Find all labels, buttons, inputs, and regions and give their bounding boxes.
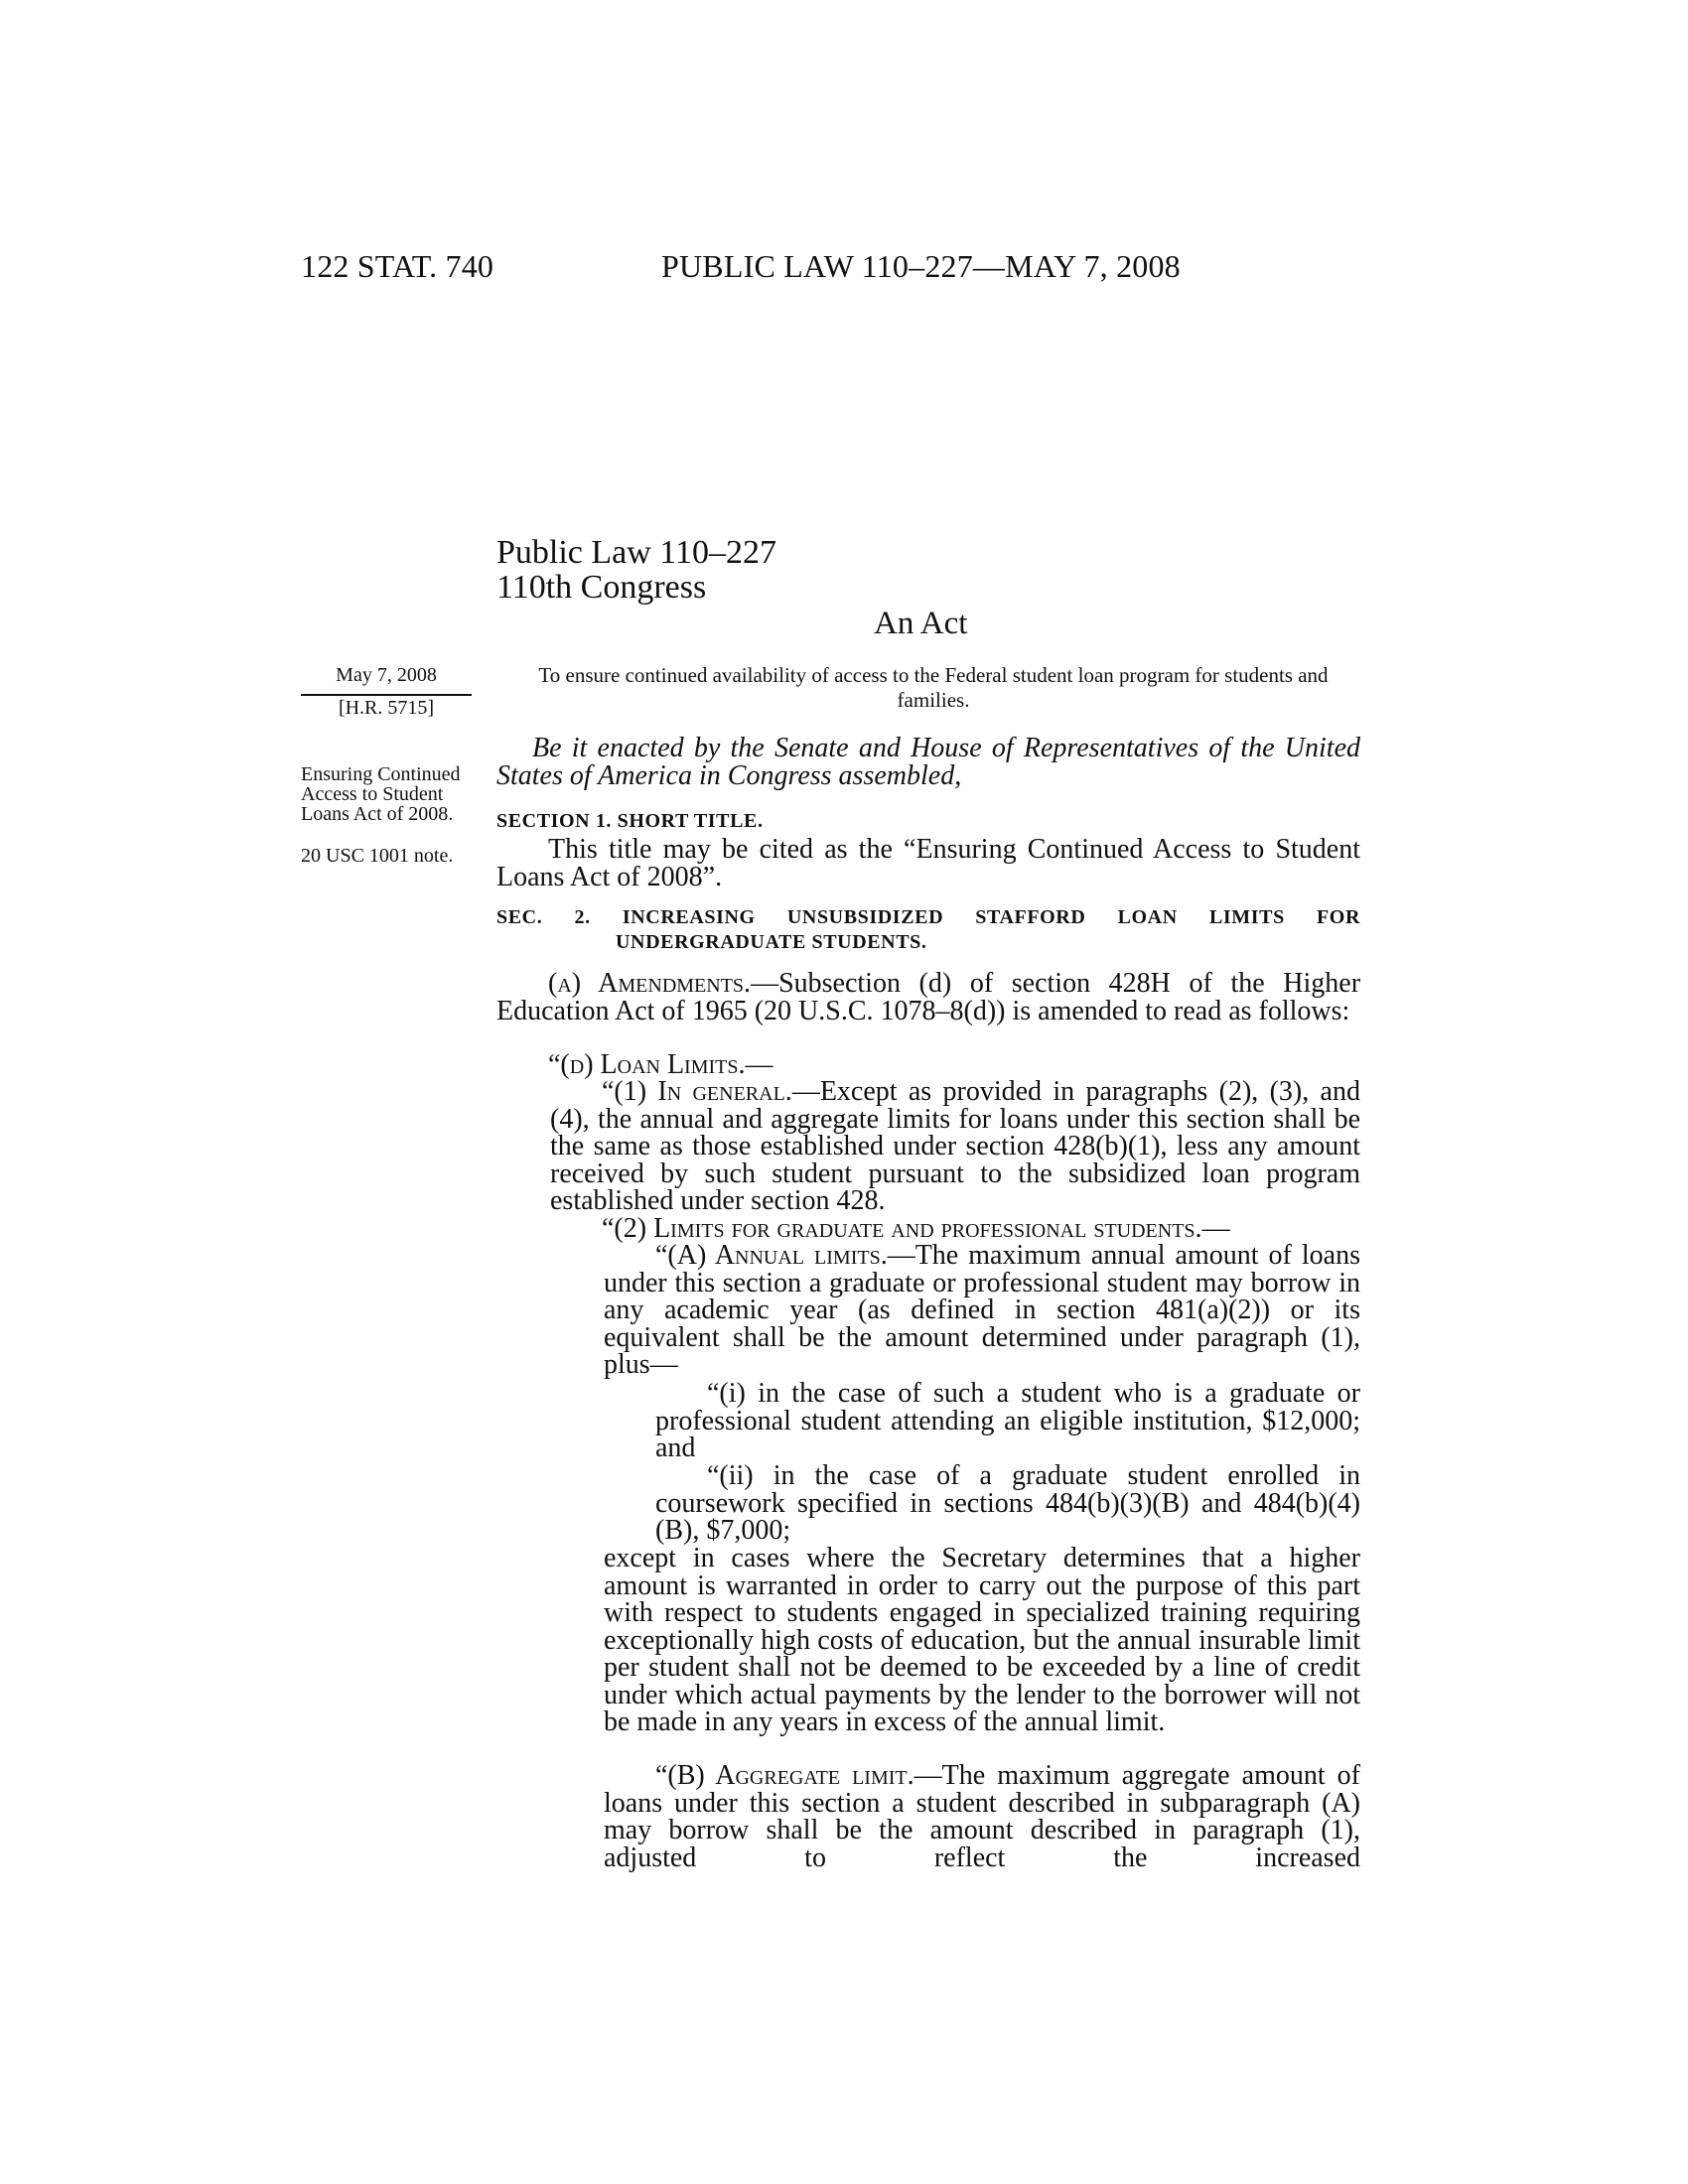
subparagraph-a-label: “(A) Annual limits. [655, 1240, 888, 1271]
subparagraph-b-label: “(B) Aggregate limit. [655, 1760, 914, 1791]
act-heading: An Act [874, 606, 968, 641]
clause-ii: “(ii) in the case of a graduate student enrolled in coursework specified in sections 484(b)(3)(B) and 484(b)(4)(B), $7,000; [655, 1460, 1360, 1546]
clause-i: “(i) in the case of such a student who is a graduate or professional student attending an eligible institution, $12,000; and [655, 1378, 1360, 1463]
subsection-d-label: “(d) Loan Limits. [548, 1049, 746, 1080]
purpose-statement: To ensure continued availability of access to the Federal student loan program for students and families. [538, 663, 1329, 712]
margin-divider [301, 694, 472, 696]
running-title: PUBLIC LAW 110–227—MAY 7, 2008 [661, 248, 1181, 284]
section-1-heading: SECTION 1. SHORT TITLE. [496, 810, 764, 832]
paragraph-1 [550, 1078, 1360, 1215]
subsection-d-dash: — [745, 1049, 774, 1080]
law-number: Public Law 110–227 [496, 534, 777, 571]
page-reference: 122 STAT. 740 [301, 248, 494, 284]
congress-number: 110th Congress [496, 569, 707, 606]
margin-date: May 7, 2008 [336, 664, 437, 686]
subparagraph-a-text: —The maximum annual amount of loans under this section a graduate or professional student may borrow in any academic year (as defined in section 481(a)(2)) or its equivalent shall be the amount determined under paragraph (1), plus— [604, 1240, 1361, 1380]
margin-usc-note: 20 USC 1001 note. [301, 845, 454, 867]
subsection-a-text: —Subsection (d) of section 428H of the Higher Education Act of 1965 (20 U.S.C. 1078–8(d)) is amended to read as follows: [496, 968, 1361, 1026]
subparagraph-a [604, 1242, 1360, 1379]
enacting-clause: Be it enacted by the Senate and House of Representatives of the United States of America in Congress assembled, [496, 733, 1360, 791]
paragraph-2-heading [602, 1215, 1360, 1243]
paragraph-1-label: “(1) In general. [602, 1076, 792, 1107]
subparagraph-b-text: —The maximum aggregate amount of loans under this section a student described in subparagraph (A) may borrow shall be the amount described in paragraph (1), adjusted to reflect the increased [604, 1760, 1360, 1873]
section-2-heading-line2: UNDERGRADUATE STUDENTS. [616, 931, 927, 953]
section-1-text: This title may be cited as the “Ensuring Continued Access to Student Loans Act of 2008”. [496, 834, 1360, 892]
section-2-heading-line1: SEC. 2. INCREASING UNSUBSIDIZED STAFFORD LOAN LIMITS FOR [496, 906, 1360, 928]
subsection-a [496, 970, 1360, 1024]
except-clause: except in cases where the Secretary determines that a higher amount is warranted in order to carry out the purpose of this part with respect to students engaged in specialized training requiring exceptionally high costs of education, but the annual insurable limit per student shall not be deemed to be exceeded by a line of credit under which actual payments by the lender to the borrower will not be made in any years in excess of the annual limit. [604, 1543, 1360, 1737]
paragraph-1-text: —Except as provided in paragraphs (2), (3), and (4), the annual and aggregate limits for loans under this section shall be the same as those established under section 428(b)(1), less any amount received by such student pursuant to the subsidized loan program established under section 428. [550, 1076, 1360, 1216]
paragraph-2-dash: — [1201, 1213, 1230, 1244]
subparagraph-b [604, 1762, 1360, 1871]
subsection-a-label: (a) Amendments. [548, 968, 752, 999]
margin-bill-number: [H.R. 5715] [338, 697, 435, 719]
subsection-d-heading [496, 1051, 1360, 1079]
paragraph-2-label: “(2) Limits for graduate and professional students. [602, 1213, 1202, 1244]
margin-short-title-note: Ensuring Continued Access to Student Loans Act of 2008. [301, 763, 461, 825]
